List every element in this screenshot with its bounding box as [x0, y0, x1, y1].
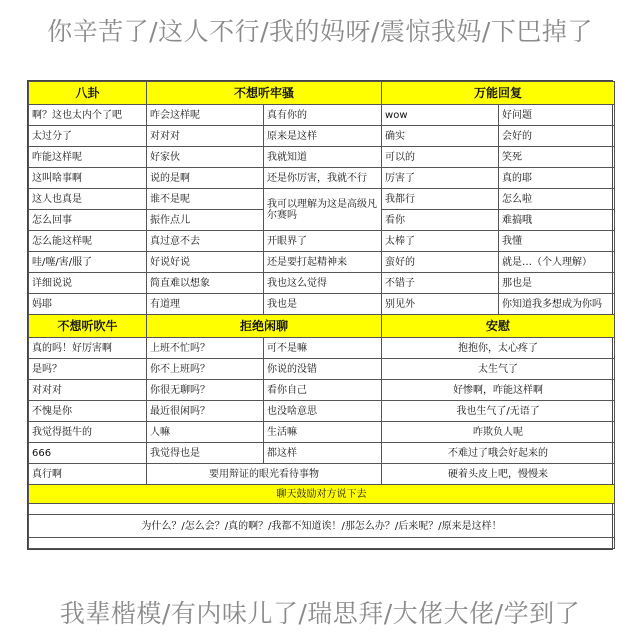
table-cell: 这叫啥事啊 — [29, 168, 147, 189]
table-cell: 还是你厉害，我就不行 — [264, 168, 382, 189]
table-cell: 不难过了哦会好起来的 — [382, 443, 615, 464]
table-cell: 是吗？ — [29, 359, 147, 380]
table-cell: 看你 — [382, 210, 499, 231]
table-cell: 哇/噻/害/服了 — [29, 252, 147, 273]
table-cell: 简直难以想象 — [147, 273, 264, 294]
table-cell: 我觉得挺牛的 — [29, 422, 147, 443]
reply-cheatsheet-table — [27, 80, 613, 550]
table-cell: 也没啥意思 — [264, 401, 382, 422]
table-cell: 我就知道 — [264, 147, 382, 168]
table-cell: 你不上班吗？ — [147, 359, 264, 380]
table-row — [29, 422, 615, 443]
table-cell: 咋能这样呢 — [29, 147, 147, 168]
table-cell: 详细说说 — [29, 273, 147, 294]
table-cell: 开眼界了 — [264, 231, 382, 252]
table-cell: 有道理 — [147, 294, 264, 315]
table-cell: 真有你的 — [264, 105, 382, 126]
table-cell: 我也生气了/无语了 — [382, 401, 615, 422]
table-cell: 好说好说 — [147, 252, 264, 273]
table-row — [29, 105, 615, 126]
table-row — [29, 273, 615, 294]
bottom-banner: 我辈楷模/有内味儿了/瑞思拜/大佬大佬/学到了 — [59, 599, 581, 628]
table-cell: 太生气了 — [382, 359, 615, 380]
table-cell: 人嘛 — [147, 422, 264, 443]
spacer-row — [29, 538, 615, 549]
table-cell: 太过分了 — [29, 126, 147, 147]
table-cell: 我懂 — [499, 231, 615, 252]
table-cell: 好问题 — [499, 105, 615, 126]
table-row — [29, 401, 615, 422]
table-cell: 硬着头皮上吧，慢慢来 — [382, 464, 615, 485]
table-cell: 笑死 — [499, 147, 615, 168]
table-row — [29, 380, 615, 401]
header-universal-reply: 万能回复 — [382, 82, 615, 105]
table-row — [29, 147, 615, 168]
table-cell: wow — [382, 105, 499, 126]
table-cell: 蛮好的 — [382, 252, 499, 273]
table-cell: 难搞哦 — [499, 210, 615, 231]
table-cell: 这人也真是 — [29, 189, 147, 210]
table-cell: 666 — [29, 443, 147, 464]
header-encourage-talk: 聊天鼓励对方说下去 — [29, 485, 615, 504]
table-cell: 真过意不去 — [147, 231, 264, 252]
top-banner: 你辛苦了/这人不行/我的妈呀/震惊我妈/下巴掉了 — [47, 17, 593, 46]
table-cell: 我可以理解为这是高级凡尔赛吗 — [264, 189, 382, 231]
table-cell: 原来是这样 — [264, 126, 382, 147]
table-cell: 就是…（个人理解） — [499, 252, 615, 273]
table-cell: 厉害了 — [382, 168, 499, 189]
table-row — [29, 443, 615, 464]
table-cell: 你很无聊吗？ — [147, 380, 264, 401]
table-cell: 还是要打起精神来 — [264, 252, 382, 273]
header-gossip: 八卦 — [29, 82, 147, 105]
table-cell: 咋会这样呢 — [147, 105, 264, 126]
table-cell: 太棒了 — [382, 231, 499, 252]
table-cell: 真的耶 — [499, 168, 615, 189]
table-cell: 你说的没错 — [264, 359, 382, 380]
table-row — [29, 189, 615, 210]
table-cell: 生活嘛 — [264, 422, 382, 443]
table-row — [29, 359, 615, 380]
table-row — [29, 231, 615, 252]
table-cell: 我也这么觉得 — [264, 273, 382, 294]
table-cell: 不愧是你 — [29, 401, 147, 422]
table-cell: 会好的 — [499, 126, 615, 147]
table-cell: 看你自己 — [264, 380, 382, 401]
table-row — [29, 294, 615, 315]
table-cell: 振作点儿 — [147, 210, 264, 231]
header-comfort: 安慰 — [382, 315, 615, 338]
table-cell: 你知道我多想成为你吗 — [499, 294, 615, 315]
table-cell: 妈耶 — [29, 294, 147, 315]
table-cell: 怎么能这样呢 — [29, 231, 147, 252]
table-cell: 别见外 — [382, 294, 499, 315]
header-refuse-chat: 拒绝闲聊 — [147, 315, 382, 338]
table-cell: 我觉得也是 — [147, 443, 264, 464]
table-cell: 都这样 — [264, 443, 382, 464]
table-row — [29, 464, 615, 485]
table-cell: 我也是 — [264, 294, 382, 315]
table-cell: 确实 — [382, 126, 499, 147]
table-cell: 好家伙 — [147, 147, 264, 168]
table-cell: 要用辩证的眼光看待事物 — [147, 464, 382, 485]
spacer-row — [29, 504, 615, 515]
table-cell: 怎么回事 — [29, 210, 147, 231]
table-row — [29, 338, 615, 359]
table-cell: 真行啊 — [29, 464, 147, 485]
table-cell: 啊？这也太内个了吧 — [29, 105, 147, 126]
encourage-phrases: 为什么？/怎么会？/真的啊？/我都不知道诶！/那怎么办？/后来呢？/原来是这样！ — [29, 515, 615, 538]
table-cell: 怎么啦 — [499, 189, 615, 210]
table-cell: 好惨啊，咋能这样啊 — [382, 380, 615, 401]
table-cell: 对对对 — [147, 126, 264, 147]
table-cell: 咋欺负人呢 — [382, 422, 615, 443]
table-cell: 真的吗！好厉害啊 — [29, 338, 147, 359]
table-cell: 可以的 — [382, 147, 499, 168]
table-cell: 可不是嘛 — [264, 338, 382, 359]
table-cell: 谁不是呢 — [147, 189, 264, 210]
table-row — [29, 252, 615, 273]
header-no-complaints: 不想听牢骚 — [147, 82, 382, 105]
header-no-bragging: 不想听吹牛 — [29, 315, 147, 338]
table-cell: 不错子 — [382, 273, 499, 294]
table-cell: 上班不忙吗？ — [147, 338, 264, 359]
table-row — [29, 168, 615, 189]
table-cell: 对对对 — [29, 380, 147, 401]
table-cell: 最近很闲吗？ — [147, 401, 264, 422]
table-cell: 那也是 — [499, 273, 615, 294]
table-row — [29, 126, 615, 147]
table-cell: 说的是啊 — [147, 168, 264, 189]
table-cell: 抱抱你，太心疼了 — [382, 338, 615, 359]
table-cell: 我都行 — [382, 189, 499, 210]
